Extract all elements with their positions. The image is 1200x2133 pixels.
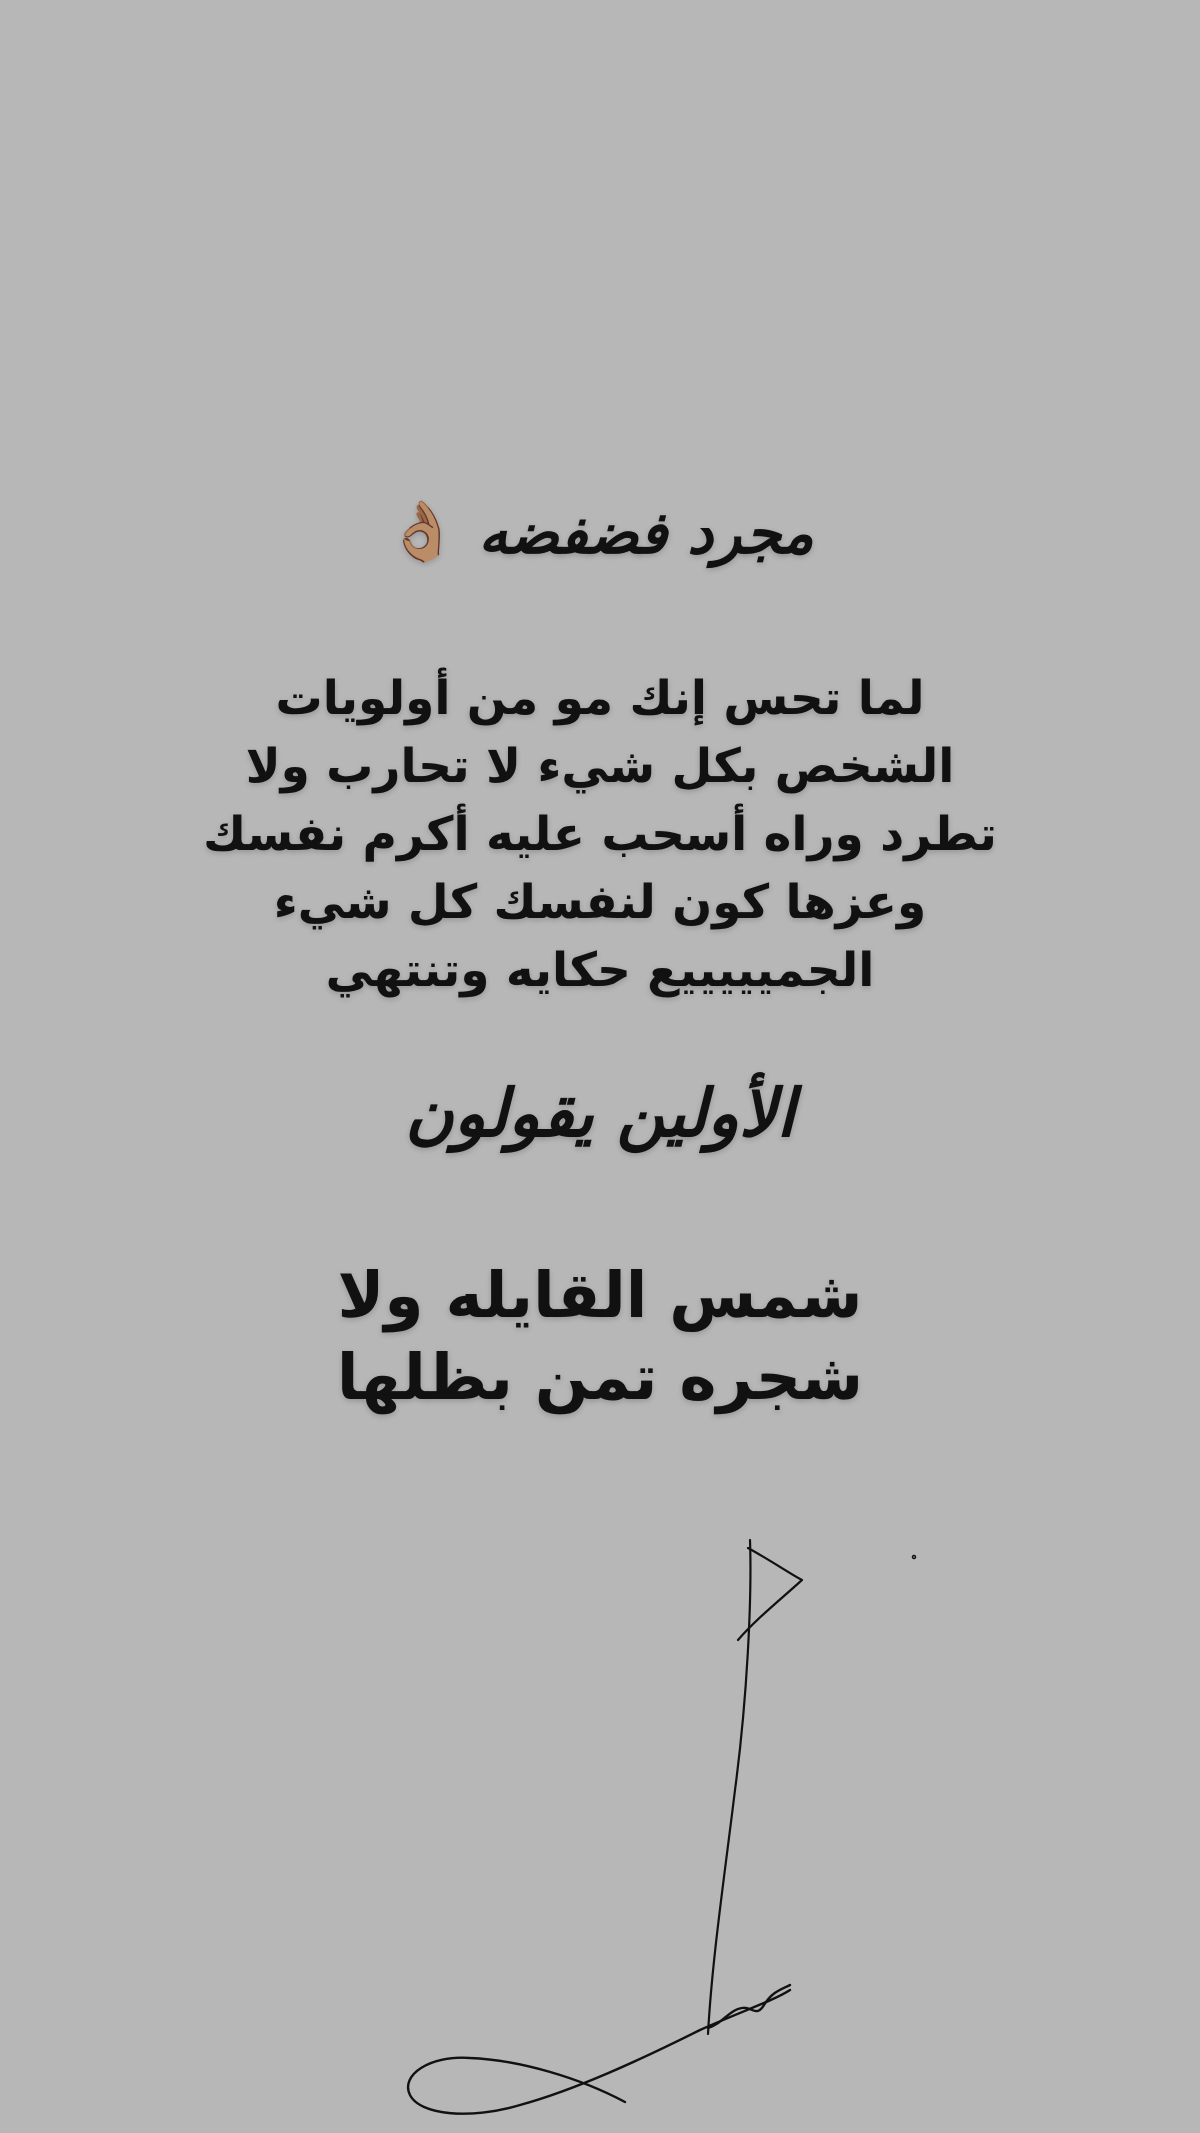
message-line: وعزها كون لنفسك كل شيء bbox=[273, 875, 927, 930]
message-body bbox=[0, 665, 1200, 1005]
proverb-intro: الأولين يقولون bbox=[405, 1074, 795, 1152]
message-line: لما تحس إنك مو من أولويات bbox=[275, 671, 925, 726]
post-header bbox=[0, 485, 1200, 581]
ok-hand-icon: 👌🏽 bbox=[386, 497, 459, 565]
quote-line: شمس القايله ولا bbox=[337, 1259, 863, 1332]
message-line: الجميييييع حكايه وتنتهي bbox=[325, 943, 875, 998]
message-line: تطرد وراه أسحب عليه أكرم نفسك bbox=[203, 807, 997, 862]
quote-line: شجره تمن بظلها bbox=[336, 1341, 864, 1414]
proverb-quote bbox=[0, 1255, 1200, 1419]
message-line: الشخص بكل شيء لا تحارب ولا bbox=[245, 739, 955, 794]
post-title: مجرد فضفضه bbox=[478, 499, 814, 567]
